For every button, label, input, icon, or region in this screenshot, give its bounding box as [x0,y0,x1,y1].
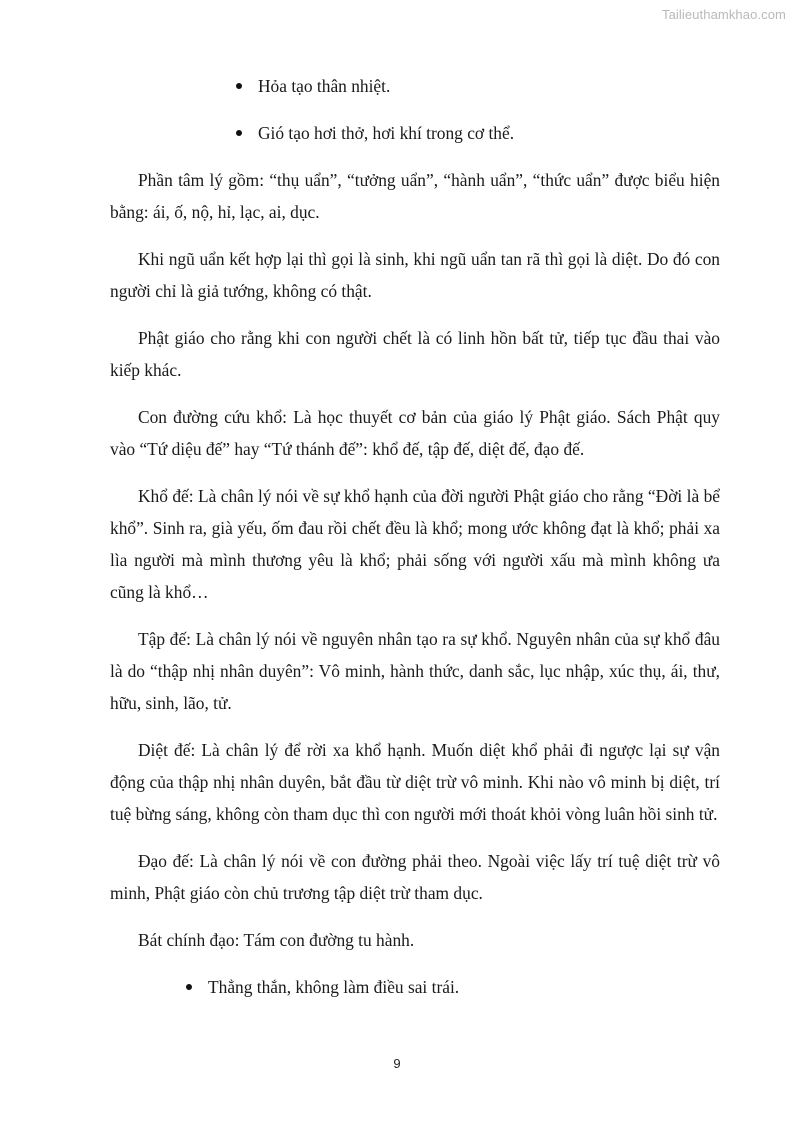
paragraph-psychology: Phần tâm lý gồm: “thụ uẩn”, “tưởng uẩn”, “hành uẩn”, “thức uẩn” được biểu hiện bằng: ái, ố, nộ, hỉ, lạc, ai, dục. [110,170,720,222]
bullet-item [110,971,720,1003]
paragraph-five-aggregates: Khi ngũ uẩn kết hợp lại thì gọi là sinh, khi ngũ uẩn tan rã thì gọi là diệt. Do đó con người chỉ là giả tướng, không có thật. [110,249,720,301]
bullet-item [110,70,720,102]
bullet-dot-icon [236,130,242,136]
paragraph-path-truth: Đạo đế: Là chân lý nói về con đường phải theo. Ngoài việc lấy trí tuệ diệt trừ vô minh, Phật giáo còn chủ trương tập diệt trừ tham dục. [110,851,720,903]
page-number: 9 [393,1056,401,1071]
document-body [110,70,720,1018]
paragraph-cessation-truth: Diệt đế: Là chân lý để rời xa khổ hạnh. Muốn diệt khổ phải đi ngược lại sự vận động của thập nhị nhân duyên, bắt đầu từ diệt trừ vô minh. Khi nào vô minh bị diệt, trí tuệ bừng sáng, không còn tham dục thì con người mới thoát khỏi vòng luân hồi sinh tử. [110,740,720,824]
bullet-dot-icon [236,83,242,89]
paragraph-eightfold-path: Bát chính đạo: Tám con đường tu hành. [138,930,415,950]
paragraph-path-of-salvation: Con đường cứu khổ: Là học thuyết cơ bản của giáo lý Phật giáo. Sách Phật quy vào “Tứ diệu đế” hay “Tứ thánh đế”: khổ đế, tập đế, diệt đế, đạo đế. [110,407,720,459]
paragraph-reincarnation: Phật giáo cho rằng khi con người chết là có linh hồn bất tử, tiếp tục đầu thai vào kiếp khác. [110,328,720,380]
bullet-dot-icon [186,984,192,990]
bullet-text: Thẳng thắn, không làm điều sai trái. [208,977,460,997]
bullet-text: Hỏa tạo thân nhiệt. [258,76,391,96]
paragraph-suffering-truth: Khổ đế: Là chân lý nói về sự khổ hạnh của đời người Phật giáo cho rằng “Đời là bể khổ”. Sinh ra, già yếu, ốm đau rồi chết đều là khổ; mong ước không đạt là khổ; phải xa lìa người mà mình thương yêu là khổ; phải sống với người xấu mà mình không ưa cũng là khổ… [110,486,720,602]
watermark-text: Tailieuthamkhao.com [661,7,786,22]
bullet-text: Gió tạo hơi thở, hơi khí trong cơ thể. [258,123,515,143]
bullet-item [110,117,720,149]
paragraph-origin-truth: Tập đế: Là chân lý nói về nguyên nhân tạo ra sự khổ. Nguyên nhân của sự khổ đâu là do “thập nhị nhân duyên”: Vô minh, hành thức, danh sắc, lục nhập, xúc thụ, ái, thư, hữu, sinh, lão, tử. [110,629,720,713]
